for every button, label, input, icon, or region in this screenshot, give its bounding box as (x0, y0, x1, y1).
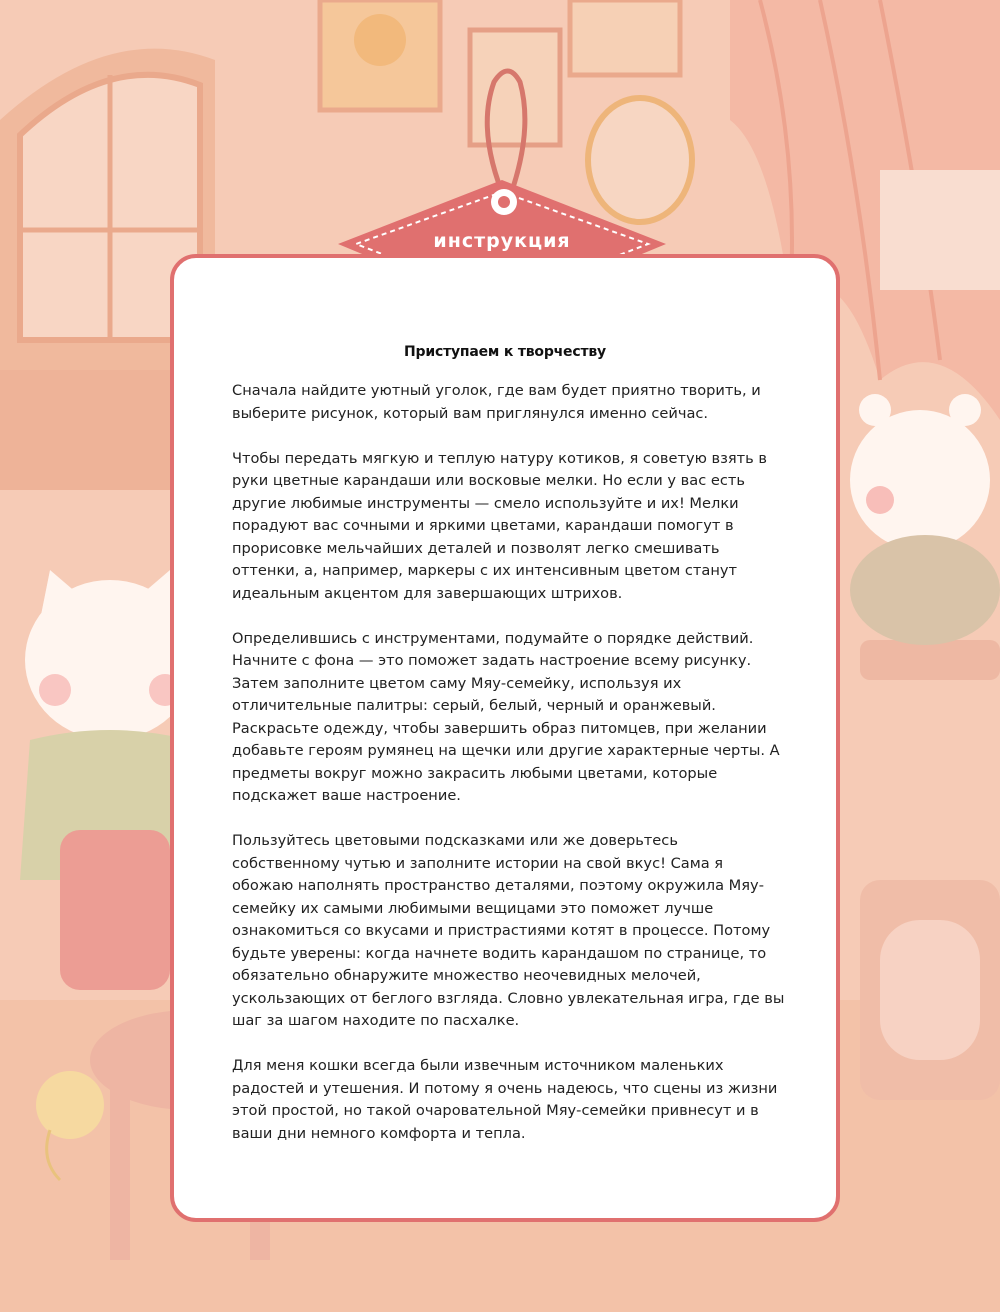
card-body (232, 380, 785, 1168)
paragraph: Чтобы передать мягкую и теплую натуру котиков, я советую взять в руки цветные карандаши или восковые мелки. Но если у вас есть другие любимые инструменты — смело используйте и их! Мелки порадуют вас сочными и яркими цветами, карандаши помогут в прорисовке мельчайших деталей и позволят легко смешивать оттенки, а, например, маркеры с их интенсивным цветом станут идеальным акцентом для завершающих штрихов. (232, 449, 768, 602)
tag-label: инструкция (433, 230, 571, 252)
paragraph: Для меня кошки всегда были извечным источником маленьких радостей и утешения. И потому я очень надеюсь, что сцены из жизни этой простой, но такой очаровательной Мяу-семейки привнесут и в ваши дни немного комфорта и тепла. (232, 1057, 778, 1142)
card-title: Приступаем к творчеству (404, 344, 606, 360)
paragraph: Сначала найдите уютный уголок, где вам будет приятно творить, и выберите рисунок, который вам приглянулся именно сейчас. (232, 382, 761, 422)
paragraph: Определившись с инструментами, подумайте о порядке действий. Начните с фона — это поможет задать настроение всему рисунку. Затем заполните цветом саму Мяу-семейку, используя их отличительные палитры: серый, белый, черный и оранжевый. Раскрасьте одежду, чтобы завершить образ питомцев, при желании добавьте героям румянец на щечки или другие характерные черты. А предметы вокруг можно закрасить любыми цветами, которые подскажет ваше настроение. (232, 629, 780, 804)
instruction-card (170, 254, 840, 1222)
paragraph: Пользуйтесь цветовыми подсказками или же доверьтесь собственному чутью и заполните истории на свой вкус! Сама я обожаю наполнять пространство деталями, поэтому окружила Мяу-семейку их самыми любимыми вещицами это поможет лучше ознакомиться со вкусами и пристрастиями котят в процессе. Потому будьте уверены: когда начнете водить карандашом по странице, то обязательно обнаружите множество неочевидных мелочей, ускользающих от беглого взгляда. Словно увлекательная игра, где вы шаг за шагом находите по пасхалке. (232, 832, 785, 1029)
